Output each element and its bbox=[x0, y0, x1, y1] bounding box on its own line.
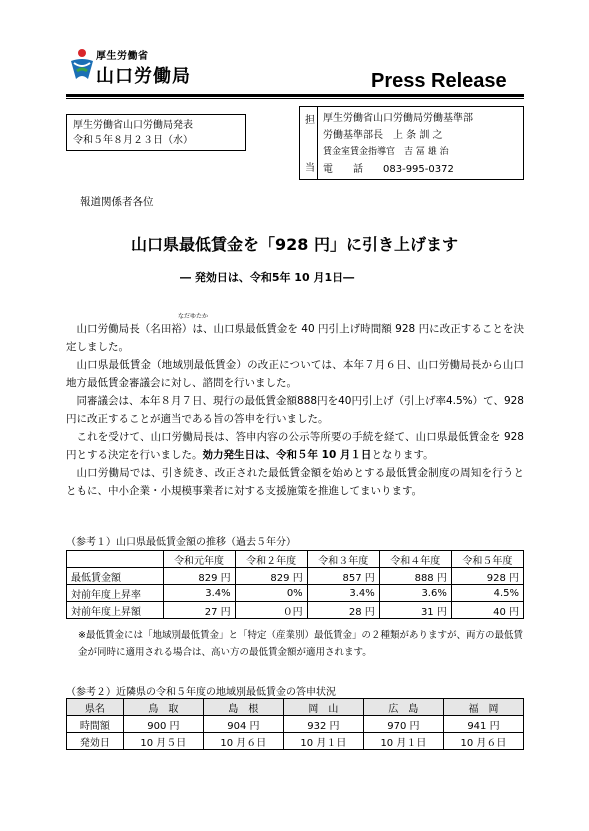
table-cell: 928 円 bbox=[451, 568, 523, 585]
header-rule-thick bbox=[66, 94, 524, 97]
table-header: 令和５年度 bbox=[451, 551, 523, 568]
table-cell: 28 円 bbox=[307, 602, 379, 619]
row-label: 対前年度上昇率 bbox=[67, 585, 164, 602]
table-cell: 3.4% bbox=[307, 585, 379, 602]
issuer-box bbox=[66, 114, 246, 151]
table-cell: 31 円 bbox=[379, 602, 451, 619]
table-header: 令和２年度 bbox=[235, 551, 307, 568]
page-title: 山口県最低賃金を「928 円」に引き上げます bbox=[131, 235, 458, 254]
table-cell: 970 円 bbox=[363, 716, 443, 733]
table-cell: 829 円 bbox=[163, 568, 235, 585]
ref1-caption: （参考１）山口県最低賃金額の推移（過去５年分） bbox=[66, 537, 296, 548]
table-row bbox=[67, 585, 524, 602]
table-cell: 857 円 bbox=[307, 568, 379, 585]
wage-history-table bbox=[66, 550, 524, 619]
table-cell: 0% bbox=[235, 585, 307, 602]
table-cell: 27 円 bbox=[163, 602, 235, 619]
table-row bbox=[67, 733, 524, 750]
footnote: ※最低賃金には「地域別最低賃金」と「特定（産業別）最低賃金」の２種類がありますが、両方の最低賃金が同時に適用される場合は、高い方の最低賃金額が適用されます。 bbox=[78, 630, 523, 658]
ministry-name: 厚生労働省 bbox=[96, 51, 149, 62]
table-header: 鳥 取 bbox=[123, 699, 203, 716]
header-rule-thin bbox=[66, 98, 524, 99]
table-cell: 10 月５日 bbox=[123, 733, 203, 750]
table-cell: 10 月１日 bbox=[283, 733, 363, 750]
table-header-row bbox=[67, 699, 524, 716]
table-cell: 888 円 bbox=[379, 568, 451, 585]
table-cell: 40 円 bbox=[451, 602, 523, 619]
paragraph: これを受けて、山口労働局長は、答申内容の公示等所要の手続を経て、山口県最低賃金を 928 円とする決定を行いました。効力発生日は、令和５年 10 月１日となります。 bbox=[66, 431, 524, 461]
table-header: 令和３年度 bbox=[307, 551, 379, 568]
table-header bbox=[67, 551, 164, 568]
mhlw-logo bbox=[68, 47, 96, 81]
table-cell: 932 円 bbox=[283, 716, 363, 733]
contact-director: 労働基準部長 上 条 訓 之 bbox=[323, 130, 443, 141]
contact-department: 厚生労働省山口労働局労働基準部 bbox=[323, 113, 473, 124]
press-release-heading: Press Release bbox=[371, 70, 507, 92]
issue-date: 令和５年８月２３日（水） bbox=[73, 135, 193, 146]
table-header: 県名 bbox=[67, 699, 124, 716]
paragraph: 山口労働局では、引き続き、改正された最低賃金額を始めとする最低賃金制度の周知を行うとともに、中小企業・小規模事業者に対する支援施策を推進してまいります。 bbox=[66, 467, 524, 497]
row-label: 最低賃金額 bbox=[67, 568, 164, 585]
table-header: 広 島 bbox=[363, 699, 443, 716]
table-row bbox=[67, 568, 524, 585]
contact-officer: 賃金室賃金指導官 吉 冨 雄 治 bbox=[323, 147, 449, 157]
name-ruby: なだゆたか bbox=[178, 313, 209, 320]
table-header-row bbox=[67, 551, 524, 568]
bureau-name: 山口労働局 bbox=[96, 66, 191, 87]
contact-box bbox=[299, 106, 524, 180]
contact-side-label: 担 当 bbox=[300, 107, 318, 179]
table-row bbox=[67, 716, 524, 733]
neighbor-prefecture-table bbox=[66, 698, 524, 750]
row-label: 時間額 bbox=[67, 716, 124, 733]
table-header: 福 岡 bbox=[443, 699, 523, 716]
paragraph: 山口県最低賃金（地域別最低賃金）の改正については、本年７月６日、山口労働局長から山口地方最低賃金審議会に対し、諮問を行いました。 bbox=[66, 359, 524, 389]
subtitle: ― 発効日は、令和5年 10 月1日― bbox=[180, 271, 355, 284]
table-cell: 10 月６日 bbox=[203, 733, 283, 750]
table-cell: 3.6% bbox=[379, 585, 451, 602]
contact-phone: 電 話 083-995-0372 bbox=[323, 164, 454, 175]
table-cell: 829 円 bbox=[235, 568, 307, 585]
table-cell: 904 円 bbox=[203, 716, 283, 733]
table-cell: 3.4% bbox=[163, 585, 235, 602]
table-cell: 900 円 bbox=[123, 716, 203, 733]
table-cell: 10 月６日 bbox=[443, 733, 523, 750]
table-cell: 10 月１日 bbox=[363, 733, 443, 750]
table-cell: ０円 bbox=[235, 602, 307, 619]
issuer-line: 厚生労働省山口労働局発表 bbox=[73, 120, 193, 131]
table-cell: 4.5% bbox=[451, 585, 523, 602]
ref2-caption: （参考２）近隣県の令和５年度の地域別最低賃金の答申状況 bbox=[66, 687, 336, 698]
table-header: 島 根 bbox=[203, 699, 283, 716]
table-header: 岡 山 bbox=[283, 699, 363, 716]
row-label: 発効日 bbox=[67, 733, 124, 750]
table-header: 令和元年度 bbox=[163, 551, 235, 568]
effective-date-bold: 効力発生日は、令和５年 10 月１日 bbox=[202, 449, 372, 461]
addressee: 報道関係者各位 bbox=[80, 196, 154, 208]
table-header: 令和４年度 bbox=[379, 551, 451, 568]
row-label: 対前年度上昇額 bbox=[67, 602, 164, 619]
paragraph: 山口労働局長（名田裕）は、山口県最低賃金を 40 円引上げ時間額 928 円に改正することを決定しました。 bbox=[66, 323, 524, 353]
table-cell: 941 円 bbox=[443, 716, 523, 733]
paragraph: 同審議会は、本年８月７日、現行の最低賃金額888円を40円引上げ（引上げ率4.5%）て、928 円に改正することが適当である旨の答申を行いました。 bbox=[66, 395, 524, 425]
body-text bbox=[66, 320, 524, 500]
table-row bbox=[67, 602, 524, 619]
